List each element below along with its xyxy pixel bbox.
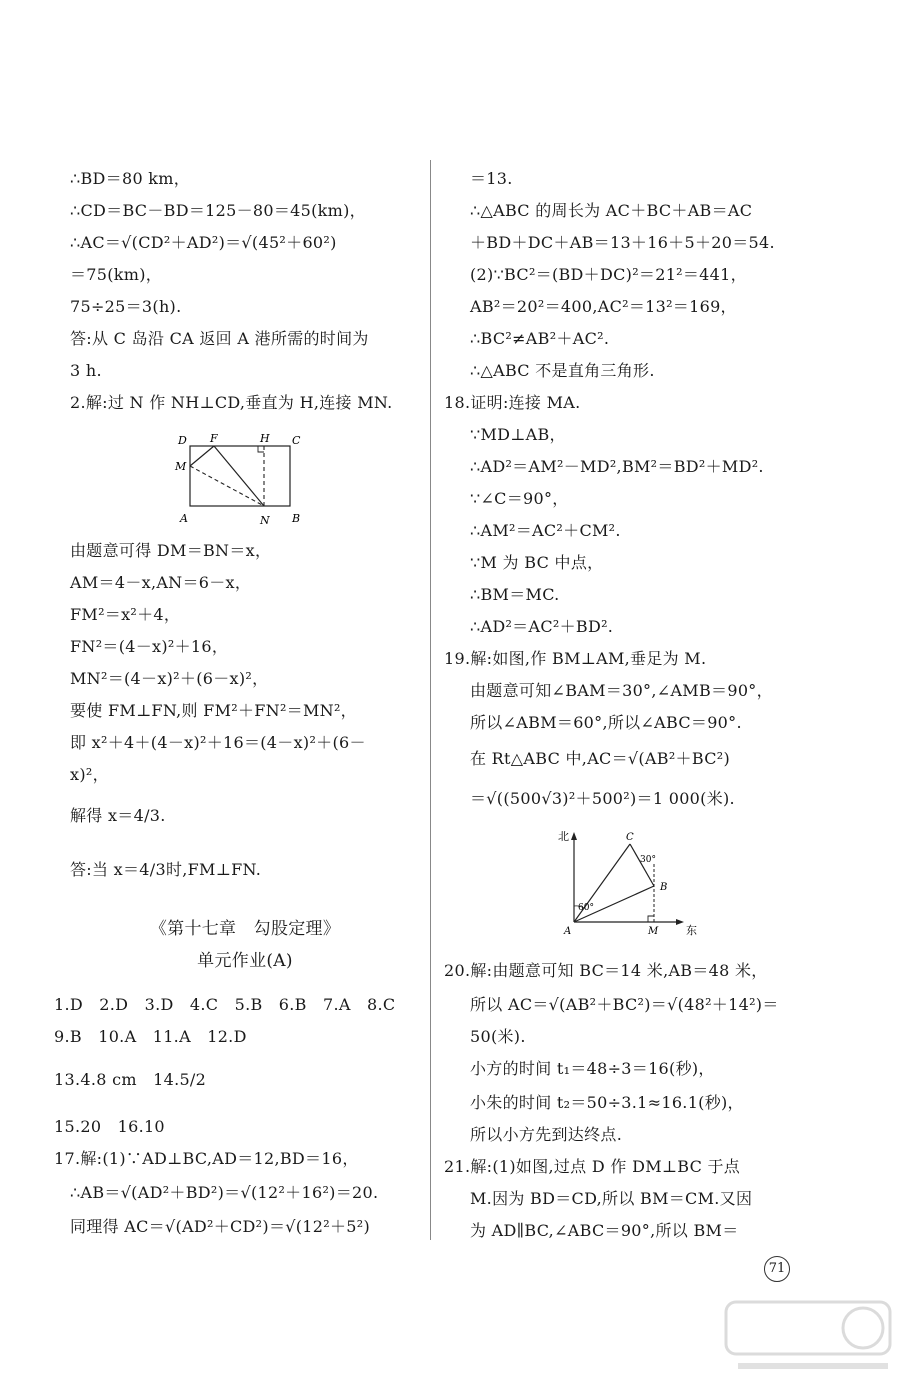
text-line: 18.证明:连接 MA. — [444, 393, 581, 412]
text-line: ∵MD⊥AB， — [470, 425, 566, 444]
text-line: ∵∠C＝90°， — [470, 489, 569, 508]
label-f: F — [210, 432, 218, 445]
text-line: AB²＝20²＝400,AC²＝13²＝169， — [470, 297, 737, 316]
text-line: 13.4.8 cm 14.5/2 — [54, 1070, 207, 1089]
label-m: M — [175, 460, 187, 473]
text-line: MN²＝(4－x)²＋(6－x)²， — [70, 669, 269, 688]
text-line: ∴△ABC 的周长为 AC＋BC＋AB＝AC — [470, 201, 753, 220]
text-line: 由题意可得 DM＝BN＝x， — [70, 541, 272, 560]
text-line: 要使 FM⊥FN,则 FM²＋FN²＝MN²， — [70, 701, 357, 720]
label-b: B — [660, 882, 668, 893]
section-title: 单元作业(A) — [197, 951, 293, 971]
text-line: 由题意可知∠BAM＝30°,∠AMB＝90°， — [470, 681, 773, 700]
text-line: FM²＝x²＋4， — [70, 605, 181, 624]
text-line: ∴AM²＝AC²＋CM². — [470, 521, 621, 540]
text-line: ＝√((500√3)²＋500²)＝1 000(米). — [470, 789, 735, 808]
text-line: 为 AD∥BC,∠ABC＝90°,所以 BM＝ — [470, 1221, 739, 1240]
label-m: M — [648, 926, 659, 937]
text-line: 15.20 16.10 — [54, 1117, 165, 1136]
text-line: 9.B 10.A 11.A 12.D — [54, 1027, 247, 1046]
text-line: 在 Rt△ABC 中,AC＝√(AB²＋BC²) — [470, 749, 731, 768]
text-line: 1.D 2.D 3.D 4.C 5.B 6.B 7.A 8.C — [54, 995, 396, 1014]
direction-figure — [550, 828, 700, 940]
label-b: B — [292, 512, 301, 525]
watermark-logo — [718, 1296, 898, 1386]
label-n: N — [260, 514, 270, 527]
text-line: 17.解:(1)∵AD⊥BC,AD＝12,BD＝16， — [54, 1149, 359, 1168]
text-line: 3 h. — [70, 361, 102, 380]
text-line: 答:当 x＝4/3时,FM⊥FN. — [70, 860, 262, 879]
text-line: AM＝4－x,AN＝6－x， — [70, 573, 252, 592]
label-h: H — [260, 432, 270, 445]
text-line: 同理得 AC＝√(AD²＋CD²)＝√(12²＋5²) — [70, 1217, 370, 1236]
text-line: M.因为 BD＝CD,所以 BM＝CM.又因 — [470, 1189, 753, 1208]
text-line: ＋BD＋DC＋AB＝13＋16＋5＋20＝54. — [470, 233, 775, 252]
label-a: A — [564, 926, 572, 937]
text-line: ∴AD²＝AM²－MD²,BM²＝BD²＋MD². — [470, 457, 764, 476]
rectangle-figure — [172, 430, 332, 530]
text-line: ∴AC＝√(CD²＋AD²)＝√(45²＋60²) — [70, 233, 337, 252]
text-line: x)²， — [70, 765, 109, 784]
text-line: (2)∵BC²＝(BD＋DC)²＝21²＝441， — [470, 265, 747, 284]
text-line: ＝75(km)， — [70, 265, 163, 284]
text-line: 答:从 C 岛沿 CA 返回 A 港所需的时间为 — [70, 329, 369, 348]
segment-fn — [214, 446, 264, 506]
text-line: 即 x²＋4＋(4－x)²＋16＝(4－x)²＋(6－ — [70, 733, 366, 752]
segment-mn — [190, 466, 264, 506]
text-line: 75÷25＝3(h). — [70, 297, 182, 316]
text-line: 19.解:如图,作 BM⊥AM,垂足为 M. — [444, 649, 707, 668]
text-line: ∴△ABC 不是直角三角形. — [470, 361, 655, 380]
label-30-degrees: 30° — [640, 855, 656, 865]
text-line: FN²＝(4－x)²＋16， — [70, 637, 229, 656]
label-60-degrees: 60° — [578, 903, 594, 913]
segment-cb — [630, 844, 654, 886]
text-line: 21.解:(1)如图,过点 D 作 DM⊥BC 于点 — [444, 1157, 741, 1176]
text-line: ∵M 为 BC 中点， — [470, 553, 604, 572]
text-line: ∴BM＝MC. — [470, 585, 560, 604]
text-line: ∴BC²≠AB²＋AC². — [470, 329, 610, 348]
page-number: 71 — [764, 1256, 790, 1282]
segment-mf — [190, 446, 214, 466]
label-east: 东 — [686, 924, 697, 937]
text-line: 所以小方先到达终点. — [470, 1125, 623, 1144]
text-line: 小方的时间 t₁＝48÷3＝16(秒)， — [470, 1059, 715, 1078]
text-line: 小朱的时间 t₂＝50÷3.1≈16.1(秒)， — [470, 1093, 744, 1112]
text-line: 2.解:过 N 作 NH⊥CD,垂直为 H,连接 MN. — [70, 393, 393, 412]
label-d: D — [178, 434, 187, 447]
text-line: ∴CD＝BC－BD＝125－80＝45(km)， — [70, 201, 366, 220]
column-divider — [430, 160, 431, 1240]
text-line: 所以∠ABM＝60°,所以∠ABC＝90°. — [470, 713, 742, 732]
text-line: ＝13. — [470, 169, 513, 188]
text-line: ∴AB＝√(AD²＋BD²)＝√(12²＋16²)＝20. — [70, 1183, 379, 1202]
text-line: ∴AD²＝AC²＋BD². — [470, 617, 614, 636]
chapter-title: 《第十七章 勾股定理》 — [149, 919, 341, 939]
label-a: A — [180, 512, 188, 525]
label-c: C — [292, 434, 301, 447]
text-line: ∴BD＝80 km， — [70, 169, 191, 188]
text-line: 20.解:由题意可知 BC＝14 米,AB＝48 米， — [444, 961, 768, 980]
label-north: 北 — [558, 830, 569, 843]
text-line: 解得 x＝4/3. — [70, 806, 166, 825]
text-line: 50(米). — [470, 1027, 526, 1046]
label-c: C — [626, 832, 634, 843]
text-line: 所以 AC＝√(AB²＋BC²)＝√(48²＋14²)＝ — [470, 995, 779, 1014]
